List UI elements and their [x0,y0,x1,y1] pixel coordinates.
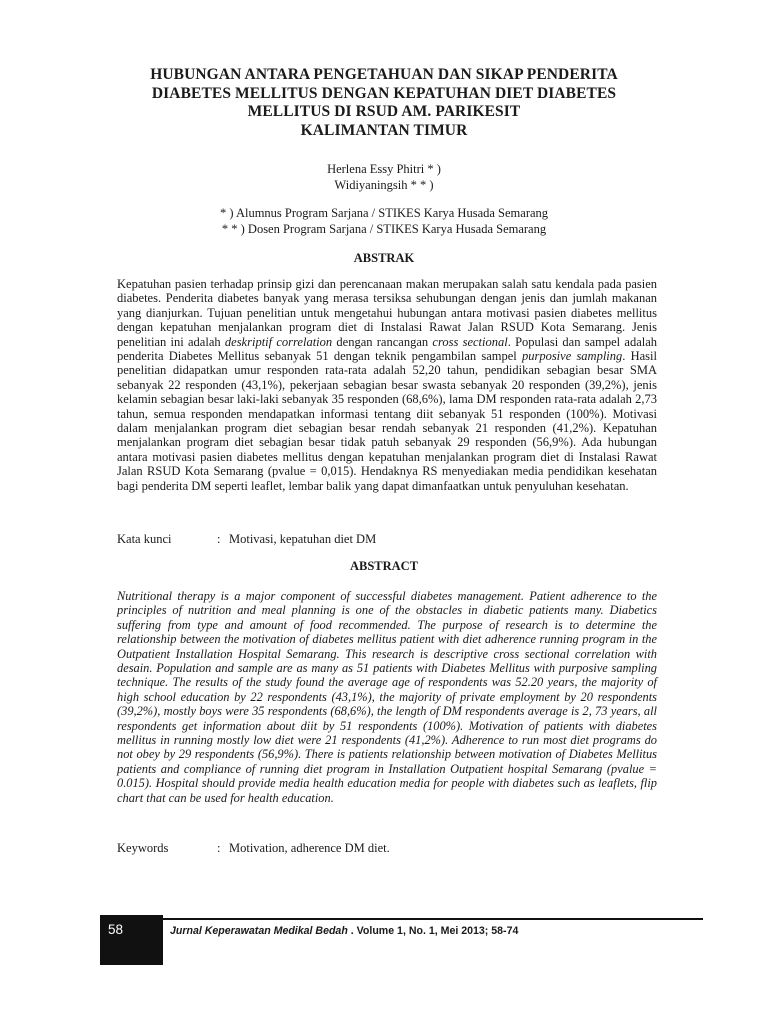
title-line-3: MELLITUS DI RSUD AM. PARIKESIT [247,103,521,120]
affiliation-1: * ) Alumnus Program Sarjana / STIKES Karya Husada Semarang [219,206,549,220]
abstrak-text-7: . Hasil penelitian didapatkan umur responden rata-rata adalah 52,20 tahun, pendidikan sebagian besar SMA sebanyak 22 responden (43,1%), pekerjaan sebagian besar swasta sebanyak 20 responden (39,2%), jenis kelamin sebagian besar laki-laki sebanyak 35 responden (68,6%), lama DM responden rata-rata adalah 2,73 tahun, semua responden mendapatkan informasi tentang diit sebanyak 51 responden (100%). Motivasi dalam menjalankan program diet sebagian besar rendah sebanyak 21 responden (41,2%). Kepatuhan menjalankan program diet sebagian besar tidak patuh sebanyak 29 responden (56,9%). Ada hubungan antara motivasi pasien diabetes mellitus dengan kepatuhan menjalankan program diet di Instalasi Rawat Jalan RSUD Kota Semarang (pvalue = 0,015). Hendaknya RS menyediakan media pendidikan kesehatan bagi penderita DM seperti leaflet, lembar balik yang dapat dimanfaatkan untuk penyuluhan kesehatan. [117,349,657,493]
journal-citation [170,925,700,938]
article-title [110,66,658,140]
keywords-colon: : [217,841,221,855]
abstrak-heading: ABSTRAK [353,251,415,265]
author-1: Herlena Essy Phitri * ) [327,162,441,176]
kata-kunci-colon: : [217,532,221,546]
keywords-value: Motivation, adherence DM diet. [229,841,390,855]
affiliation-2: * * ) Dosen Program Sarjana / STIKES Karya Husada Semarang [221,222,547,236]
author-list [110,161,658,193]
abstrak-text-2: deskriptif correlation [224,334,333,349]
author-2: Widiyaningsih * * ) [334,178,434,192]
footer-rule [163,918,703,920]
journal-details: . Volume 1, No. 1, Mei 2013; 58-74 [347,925,519,937]
abstrak-text-6: purposive sampling [521,349,623,364]
abstract-body: Nutritional therapy is a major component of successful diabetes management. Patient adherence to the principles of nutrition and meal planning is one of the obstacles in diabetic patients many. Diabetics suffering from type and amount of food recommended. The purpose of research is to determine the relationship between the motivation of diabetes mellitus patient with diet adherence running program in the Outpatient Installation Hospital Semarang. This research is descriptive cross sectional correlation with desain. Population and sample are as many as 51 patients with Diabetes Mellitus with purposive sampling technique. The results of the study found the average age of respondents was 52.20 years, the majority of high school education by 22 respondents (43,1%), the majority of private employment by 20 respondents (39,2%), mostly boys were 35 respondents (68,6%), the length of DM respondents average is 2, 73 years, all respondents get information about diit by 51 respondents (100%). Motivation of patients with diabetes mellitus in running mostly low diet were 21 respondents (41,2%). Adherence to run most diet programs do not obey by 29 respondents (56,9%). There is patients relationship between motivation of Diabetes Mellitus patients and compliance of running diet program in Installation Outpatient hospital Semarang (pvalue = 0.015). Hospital should provide media health education media for people with diabetes such as leaflets, flip chart that can be used for health education. [117,589,657,805]
title-line-4: KALIMANTAN TIMUR [300,121,468,139]
keywords-row [117,841,657,856]
keywords-label: Keywords [117,841,169,855]
kata-kunci-label: Kata kunci [117,532,172,546]
page-number: 58 [108,922,124,937]
kata-kunci-value: Motivasi, kepatuhan diet DM [229,532,377,546]
kata-kunci-row [117,532,657,547]
affiliation-list [110,205,658,237]
abstrak-text-4: cross sectional [432,334,508,349]
title-line-2: DIABETES MELLITUS DENGAN KEPATUHAN DIET DIABETES [151,84,617,102]
journal-name: Jurnal Keperawatan Medikal Bedah [170,925,348,937]
abstrak-body [117,277,657,493]
title-line-1: HUBUNGAN ANTARA PENGETAHUAN DAN SIKAP PENDERITA [150,66,618,83]
abstrak-text-3: dengan rancangan [332,334,433,349]
abstrak-text-1: Kepatuhan pasien terhadap prinsip gizi dan perencanaan makan merupakan salah satu kendala pada pasien diabetes. Penderita diabetes banyak yang merasa tersiksa sehubungan dengan jenis dan jumlah makanan yang dianjurkan. Tujuan penelitian untuk mengetahui hubungan antara motivasi pasien diabetes mellitus dengan kepatuhan menjalankan program diet di Instalasi Rawat Jalan RSUD Kota Semarang. Jenis penelitian ini adalah [117,277,657,349]
abstract-heading: ABSTRACT [349,559,419,573]
abstrak-text-5: . Populasi dan sampel adalah penderita Diabetes Mellitus sebanyak 51 dengan teknik pengambilan sampel [117,334,658,364]
